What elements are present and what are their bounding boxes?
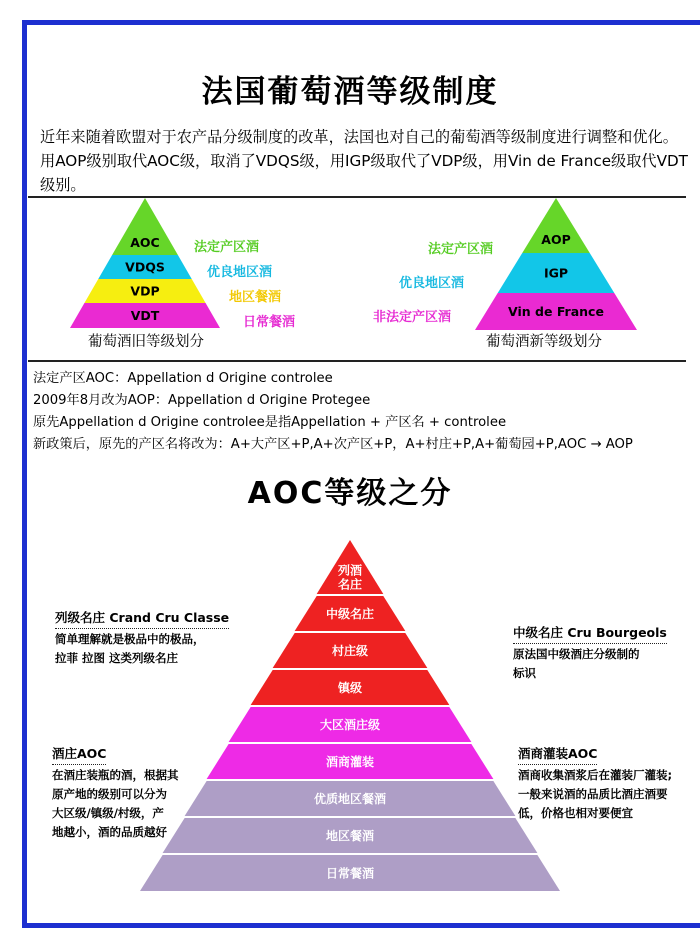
text-line: 标识 bbox=[513, 666, 536, 680]
old-system-pyramid bbox=[70, 198, 220, 328]
text-line: 原法国中级酒庄分级制的 bbox=[513, 647, 640, 661]
new-system-pyramid bbox=[475, 198, 637, 330]
aoc-section-title: AOC等级之分 bbox=[247, 476, 453, 511]
aoc-pyramid bbox=[140, 540, 560, 895]
cru-bourgeois-text bbox=[513, 645, 640, 683]
tier-description: 法定产区酒 bbox=[194, 240, 260, 255]
pyramid-tier-label: IGP bbox=[543, 265, 569, 281]
note-line: 新政策后，原先的产区名将改为：A+大产区+P,A+次产区+P，A+村庄+P,A+葡萄园+P,AOC → AOP bbox=[33, 437, 633, 452]
tier-description: 法定产区酒 bbox=[428, 242, 494, 257]
old-system-caption: 葡萄酒旧等级划分 bbox=[88, 334, 204, 350]
text-line: 大区级/镇级/村级，产 bbox=[52, 806, 164, 820]
pyramid-tier-label: VDQS bbox=[125, 259, 165, 275]
pyramid-tier-label: 中级名庄 bbox=[325, 606, 375, 621]
text-line: 原产地的级别可以分为 bbox=[52, 787, 167, 801]
text-line: 地越小，酒的品质越好 bbox=[52, 825, 167, 839]
pyramid-tier-label: VDT bbox=[130, 308, 160, 323]
chateau-aoc-heading: 酒庄AOC bbox=[52, 744, 106, 765]
pyramid-tier-label: 地区餐酒 bbox=[325, 828, 375, 843]
tier-description: 非法定产区酒 bbox=[373, 310, 452, 325]
pyramid-tier-label: 优质地区餐酒 bbox=[313, 791, 387, 806]
divider-middle bbox=[28, 360, 686, 362]
chateau-aoc-text bbox=[52, 766, 179, 842]
new-system-caption: 葡萄酒新等级划分 bbox=[486, 334, 602, 350]
pyramid-tier-label: Vin de France bbox=[508, 304, 604, 319]
tier-description: 优良地区酒 bbox=[207, 265, 273, 280]
notes-block bbox=[33, 368, 698, 456]
intro-paragraph: 近年来随着欧盟对于农产品分级制度的改革，法国也对自己的葡萄酒等级制度进行调整和优化。用AOP级别取代AOC级，取消了VDQS级，用IGP级取代了VDP级，用Vin de France级取代VDT级别。 bbox=[40, 128, 688, 194]
page-title: 法国葡萄酒等级制度 bbox=[201, 74, 499, 110]
tier-description: 优良地区酒 bbox=[399, 276, 465, 291]
pyramid-tier-label: 大区酒庄级 bbox=[319, 717, 381, 732]
pyramid-tier-label: VDP bbox=[130, 283, 160, 299]
negociant-aoc-heading: 酒商灌装AOC bbox=[518, 744, 597, 765]
note-line: 法定产区AOC：Appellation d Origine controlee bbox=[33, 371, 333, 386]
text-line: 拉菲 拉图 这类列级名庄 bbox=[55, 651, 179, 665]
pyramid-tier-label: AOC bbox=[130, 235, 160, 250]
pyramid-tier-label: 村庄级 bbox=[331, 643, 369, 658]
negociant-aoc-text bbox=[518, 766, 672, 823]
note-line: 2009年8月改为AOP：Appellation d Origine Protegee bbox=[33, 393, 371, 408]
text-line: 低，价格也相对要便宜 bbox=[518, 806, 633, 820]
pyramid-tier-label: 名庄 bbox=[337, 577, 363, 592]
text-line: 一般来说酒的品质比酒庄酒要 bbox=[518, 787, 668, 801]
pyramid-tier-label: 日常餐酒 bbox=[325, 866, 375, 881]
pyramid-tier-label: AOP bbox=[541, 232, 571, 247]
note-line: 原先Appellation d Origine controlee是指Appellation + 产区名 + controlee bbox=[33, 415, 507, 430]
pyramid-tier-label: 列酒 bbox=[337, 563, 363, 578]
text-line: 简单理解就是极品中的极品， bbox=[55, 632, 205, 646]
tier-description: 日常餐酒 bbox=[243, 315, 296, 330]
text-line: 在酒庄装瓶的酒，根据其 bbox=[52, 768, 179, 782]
pyramid-tier-label: 镇级 bbox=[337, 680, 363, 695]
cru-bourgeois-heading: 中级名庄 Cru Bourgeols bbox=[513, 623, 667, 644]
grand-cru-heading: 列级名庄 Crand Cru Classe bbox=[55, 608, 229, 629]
tier-description: 地区餐酒 bbox=[229, 290, 282, 305]
text-line: 酒商收集酒浆后在灌装厂灌装; bbox=[518, 768, 673, 782]
pyramid-tier-label: 酒商灌装 bbox=[325, 754, 375, 769]
grand-cru-text bbox=[55, 630, 205, 668]
